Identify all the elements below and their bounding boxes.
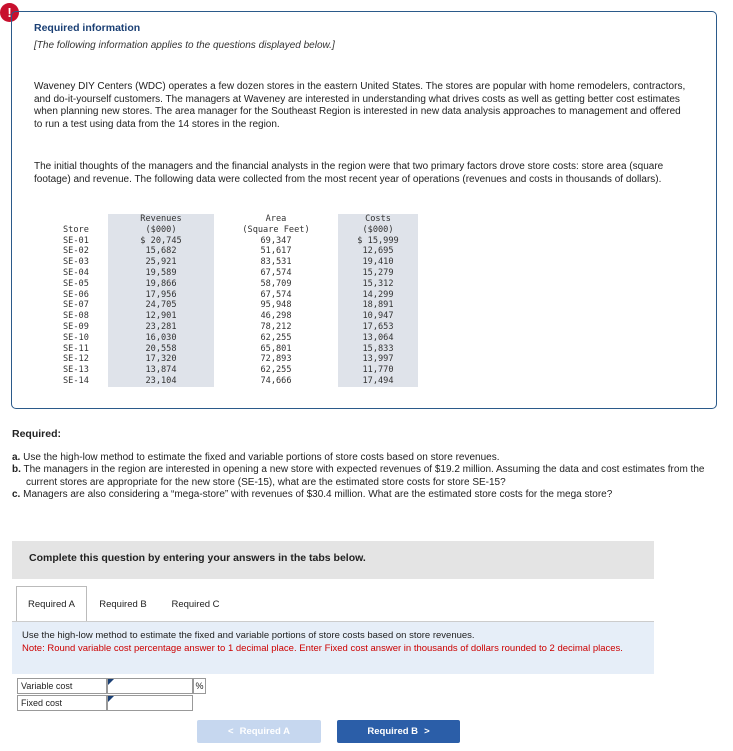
cell-revenues: 25,921 [108,257,214,268]
chevron-right-icon: > [424,726,430,737]
cell-costs: 18,891 [338,300,418,311]
cell-revenues: 17,320 [108,354,214,365]
required-label: Required: [12,428,62,440]
percent-unit: % [193,678,206,694]
cell-area: 62,255 [260,332,292,343]
cell-revenues: 16,030 [108,333,214,344]
instructions-bar [12,541,654,579]
table-row [59,376,418,387]
cell-costs: 19,410 [338,257,418,268]
cell-costs: 11,770 [338,365,418,376]
chevron-left-icon: < [228,726,234,737]
cell-area: 83,531 [260,257,292,268]
tab-required-b[interactable]: Required B [99,598,147,610]
cell-area: 65,801 [260,343,292,354]
tab-panel [12,621,654,674]
cell-store: SE-10 [63,332,89,343]
header-area-unit: (Square Feet) [242,224,310,235]
cell-area: 74,666 [260,375,292,386]
alert-icon: ! [0,3,19,22]
cell-costs: 17,494 [338,376,418,387]
cell-store: SE-04 [63,267,89,278]
cell-costs: 15,833 [338,344,418,355]
fixed-cost-input[interactable] [107,695,193,711]
cell-area: 62,255 [260,365,292,376]
header-store: Store [63,224,89,235]
cell-store: SE-08 [63,311,89,322]
prev-required-a-button[interactable] [197,720,321,743]
cell-area: 67,574 [260,289,292,300]
required-item: a. Use the high-low method to estimate the fixed and variable portions of store costs based on store revenues. [12,452,500,463]
variable-cost-input[interactable] [107,678,193,694]
table-row [59,236,418,247]
cell-revenues: 20,558 [108,344,214,355]
next-required-b-button[interactable] [337,720,460,743]
table-row [59,322,418,333]
header-costs: Costs [338,214,418,225]
cell-revenues: 19,866 [108,279,214,290]
cell-revenues: 15,682 [108,246,214,257]
cell-area: 78,212 [260,321,292,332]
cell-area: 46,298 [260,311,292,322]
instructions-text: Complete this question by entering your answers in the tabs below. [29,552,366,564]
cell-area: 51,617 [260,246,292,257]
cell-revenues: 24,705 [108,300,214,311]
table-row [59,257,418,268]
cell-costs: $ 15,999 [338,236,418,247]
cell-costs: 17,653 [338,322,418,333]
cell-revenues: 13,874 [108,365,214,376]
table-row [59,333,418,344]
header-costs-unit: ($000) [338,225,418,236]
table-row [59,268,418,279]
table-row [59,354,418,365]
cell-store: SE-03 [63,257,89,268]
table-row [59,311,418,322]
table-row [59,344,418,355]
header-revenues-unit: ($000) [108,225,214,236]
tab-required-a[interactable]: Required A [16,586,87,622]
table-row [59,365,418,376]
cell-store: SE-05 [63,278,89,289]
header-revenues: Revenues [108,214,214,225]
cell-area: 95,948 [260,300,292,311]
cell-store: SE-13 [63,365,89,376]
cell-area: 69,347 [260,235,292,246]
cell-costs: 14,299 [338,290,418,301]
required-item: b. The managers in the region are interested in opening a new store with expected revenues of $19.2 million. Assuming the data and cost estimates from the current stores are appropriate for the new store (SE-15), what are the estimated store costs for store SE-15? [12,464,705,488]
info-title: Required information [34,22,141,34]
cell-revenues: 12,901 [108,311,214,322]
fixed-cost-label: Fixed cost [17,695,107,711]
cell-store: SE-01 [63,235,89,246]
table-row [59,300,418,311]
panel-note: Note: Round variable cost percentage answer to 1 decimal place. Enter Fixed cost answer in thousands of dollars rounded to 2 decimal places. [22,643,623,654]
info-paragraph-2: The initial thoughts of the managers and the financial analysts in the region were that two primary factors drove store costs: store area (square footage) and revenue. The following data were collected from the most recent year of operations (revenues and costs in thousands of dollars). [34,161,664,185]
cell-revenues: 19,589 [108,268,214,279]
header-area: Area [265,214,287,224]
prev-button-label: Required A [239,726,290,737]
table-row [59,246,418,257]
cell-area: 58,709 [260,278,292,289]
cell-store: SE-12 [63,354,89,365]
info-paragraph-1: Waveney DIY Centers (WDC) operates a few dozen stores in the eastern United States. The stores are popular with home remodelers, contractors, and do-it-yourself customers. The managers at Waveney are interested in understanding what drives costs as well as getting better cost estimates when planning new stores. The area manager for the Southeast Region is interested in new data analysis approaches to management and offered to run a test using data from the 14 stores in the region. [34,81,686,130]
cell-store: SE-02 [63,246,89,257]
cell-costs: 13,064 [338,333,418,344]
cell-store: SE-06 [63,289,89,300]
cell-costs: 15,312 [338,279,418,290]
variable-cost-label: Variable cost [17,678,107,694]
cell-store: SE-14 [63,375,89,386]
tab-required-c[interactable]: Required C [171,598,220,610]
store-data-table [59,214,418,387]
cell-revenues: 23,281 [108,322,214,333]
next-button-label: Required B [367,726,419,737]
cell-area: 72,893 [260,354,292,365]
cell-store: SE-11 [63,343,89,354]
cell-area: 67,574 [260,267,292,278]
cell-costs: 12,695 [338,246,418,257]
required-list [12,452,712,502]
info-subtitle: [The following information applies to the questions displayed below.] [34,40,335,51]
cell-costs: 10,947 [338,311,418,322]
cell-costs: 15,279 [338,268,418,279]
cell-costs: 13,997 [338,354,418,365]
panel-question: Use the high-low method to estimate the fixed and variable portions of store costs based on store revenues. [22,630,475,641]
cell-store: SE-07 [63,300,89,311]
cell-store: SE-09 [63,321,89,332]
cell-revenues: 23,104 [108,376,214,387]
cell-revenues: $ 20,745 [108,236,214,247]
table-row [59,279,418,290]
required-item: c. Managers are also considering a “mega-store” with revenues of $30.4 million. What are the estimated store costs for the mega store? [12,489,613,501]
cell-revenues: 17,956 [108,290,214,301]
table-row [59,290,418,301]
